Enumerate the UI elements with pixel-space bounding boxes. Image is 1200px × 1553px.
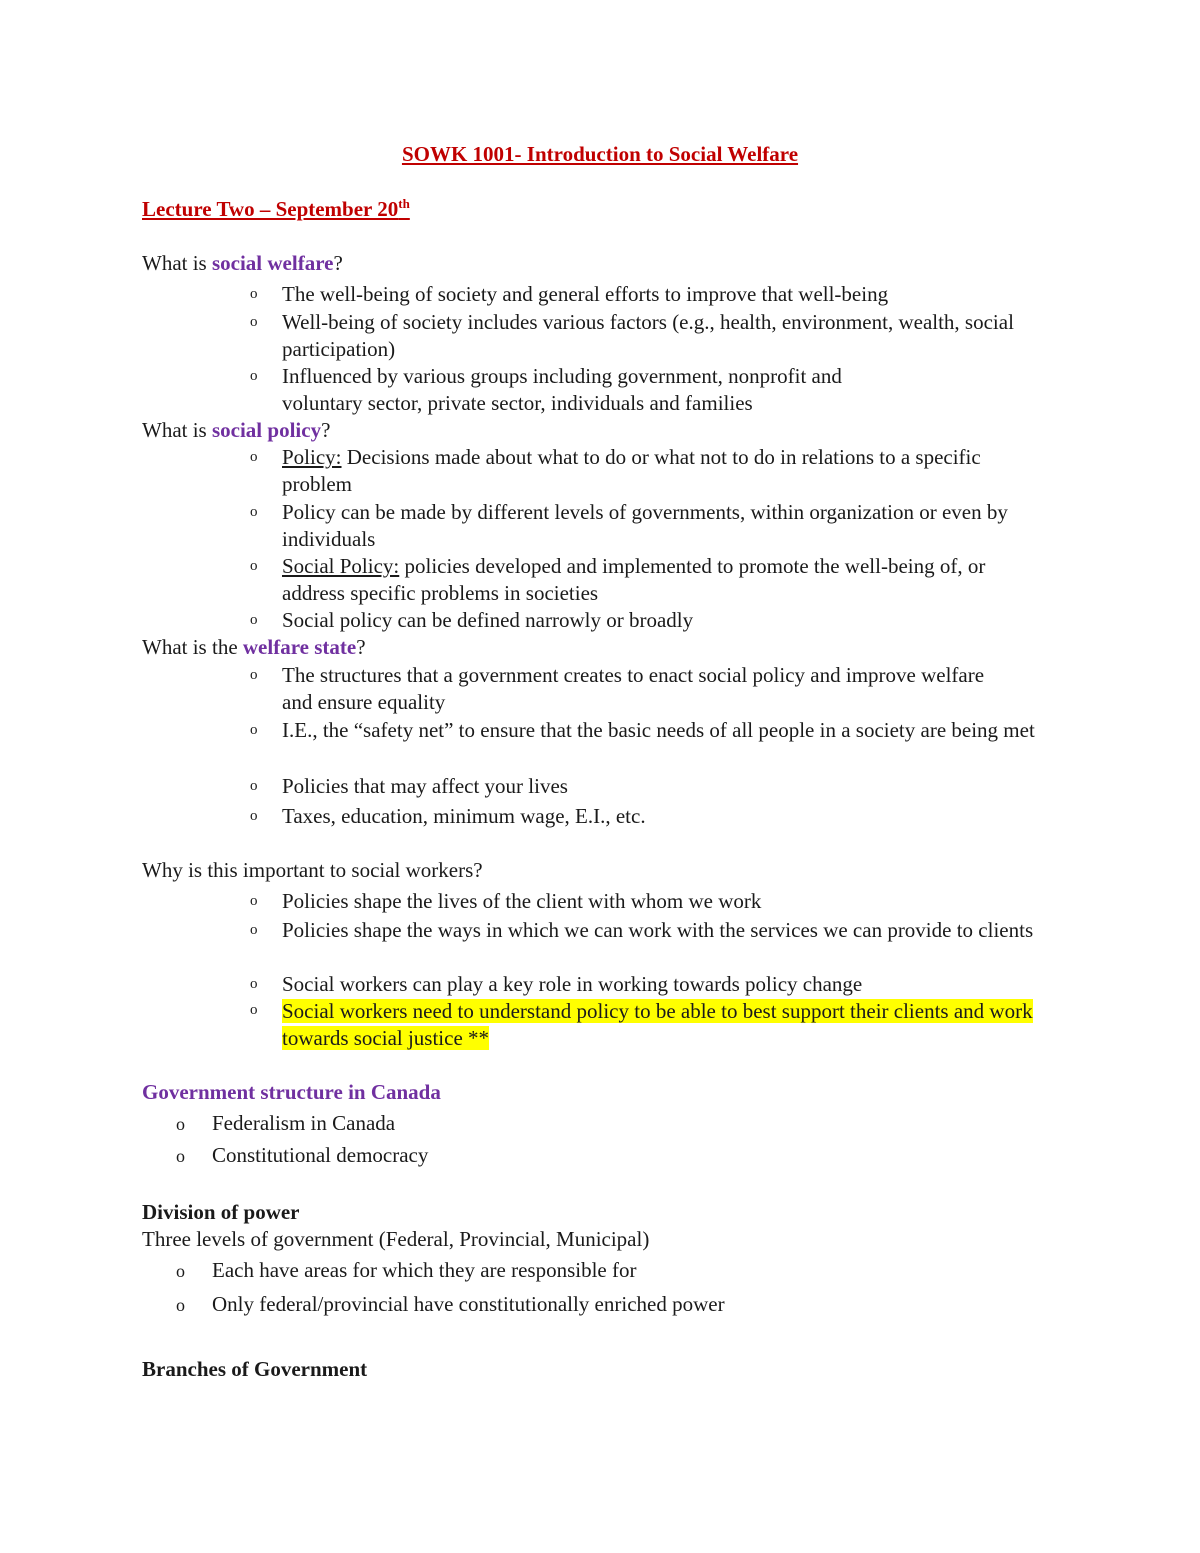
question-suffix: ?	[356, 635, 366, 659]
question-suffix: ?	[321, 418, 331, 442]
list-item: Social policy can be defined narrowly or broadly	[282, 608, 694, 632]
social-policy-label: Social Policy:	[282, 554, 400, 578]
question-prefix: What is	[142, 418, 212, 442]
section-heading-branches: Branches of Government	[142, 1357, 368, 1381]
division-intro: Three levels of government (Federal, Provincial, Municipal)	[142, 1227, 650, 1251]
list-item: Policy can be made by different levels of governments, within organization or even by individuals	[282, 500, 1008, 551]
lecture-heading	[142, 196, 410, 222]
question-importance: Why is this important to social workers?	[142, 858, 483, 882]
lecture-label: Lecture Two – September 20	[142, 197, 399, 221]
bullet-icon: o	[250, 314, 258, 330]
term-welfare-state: welfare state	[242, 635, 357, 659]
social-policy-definition: policies developed and implemented to promote the well-being of, or address specific problems in societies	[282, 554, 986, 605]
list-item: The structures that a government creates to enact social policy and improve welfare and ensure equality	[282, 663, 985, 714]
bullet-icon: o	[176, 1146, 185, 1166]
bullet-icon: o	[250, 286, 258, 302]
list-item: Social workers can play a key role in working towards policy change	[282, 972, 863, 996]
bullet-icon: o	[250, 893, 258, 909]
highlighted-text: Social workers need to understand policy to be able to best support their clients and work towards social justice **	[282, 999, 1033, 1050]
list-item: Influenced by various groups including government, nonprofit and voluntary sector, private sector, individuals and families	[282, 364, 842, 415]
bullet-icon: o	[250, 922, 258, 938]
question-welfare-state	[142, 635, 366, 660]
list-item: Constitutional democracy	[212, 1143, 429, 1167]
policy-label: Policy:	[282, 445, 342, 469]
list-item	[282, 444, 1002, 498]
term-social-policy: social policy	[211, 418, 322, 442]
list-item: Only federal/provincial have constitutionally enriched power	[212, 1292, 725, 1316]
question-social-welfare	[142, 251, 343, 276]
bullet-icon: o	[250, 778, 258, 794]
bullet-icon: o	[176, 1261, 185, 1281]
question-prefix: What is the	[142, 635, 243, 659]
term-social-welfare: social welfare	[211, 251, 334, 275]
list-item: Each have areas for which they are responsible for	[212, 1258, 637, 1282]
bullet-icon: o	[176, 1114, 185, 1134]
list-item: Federalism in Canada	[212, 1111, 396, 1135]
bullet-icon: o	[250, 667, 258, 683]
bullet-icon: o	[250, 808, 258, 824]
list-item: I.E., the “safety net” to ensure that the basic needs of all people in a society are being met	[282, 718, 1035, 742]
bullet-icon: o	[250, 1002, 258, 1018]
list-item: Policies that may affect your lives	[282, 774, 568, 798]
course-title: SOWK 1001- Introduction to Social Welfare	[401, 142, 799, 166]
bullet-icon: o	[250, 504, 258, 520]
list-item: Well-being of society includes various factors (e.g., health, environment, wealth, social participation)	[282, 310, 1014, 361]
list-item: The well-being of society and general efforts to improve that well-being	[282, 282, 889, 306]
question-prefix: What is	[142, 251, 212, 275]
list-item: Policies shape the lives of the client with whom we work	[282, 889, 762, 913]
question-social-policy	[142, 418, 330, 443]
question-suffix: ?	[333, 251, 343, 275]
lecture-sup: th	[398, 196, 410, 211]
list-item	[282, 553, 1032, 607]
list-item: Taxes, education, minimum wage, E.I., etc.	[282, 804, 646, 828]
bullet-icon: o	[250, 976, 258, 992]
bullet-icon: o	[250, 449, 258, 465]
policy-definition: Decisions made about what to do or what not to do in relations to a specific problem	[282, 445, 981, 496]
bullet-icon: o	[250, 722, 258, 738]
bullet-icon: o	[250, 612, 258, 628]
highlighted-list-item	[282, 998, 1072, 1052]
section-heading-government-structure: Government structure in Canada	[142, 1080, 441, 1104]
bullet-icon: o	[250, 368, 258, 384]
bullet-icon: o	[250, 558, 258, 574]
section-heading-division-of-power: Division of power	[142, 1200, 300, 1224]
list-item: Policies shape the ways in which we can work with the services we can provide to clients	[282, 918, 1034, 942]
bullet-icon: o	[176, 1295, 185, 1315]
